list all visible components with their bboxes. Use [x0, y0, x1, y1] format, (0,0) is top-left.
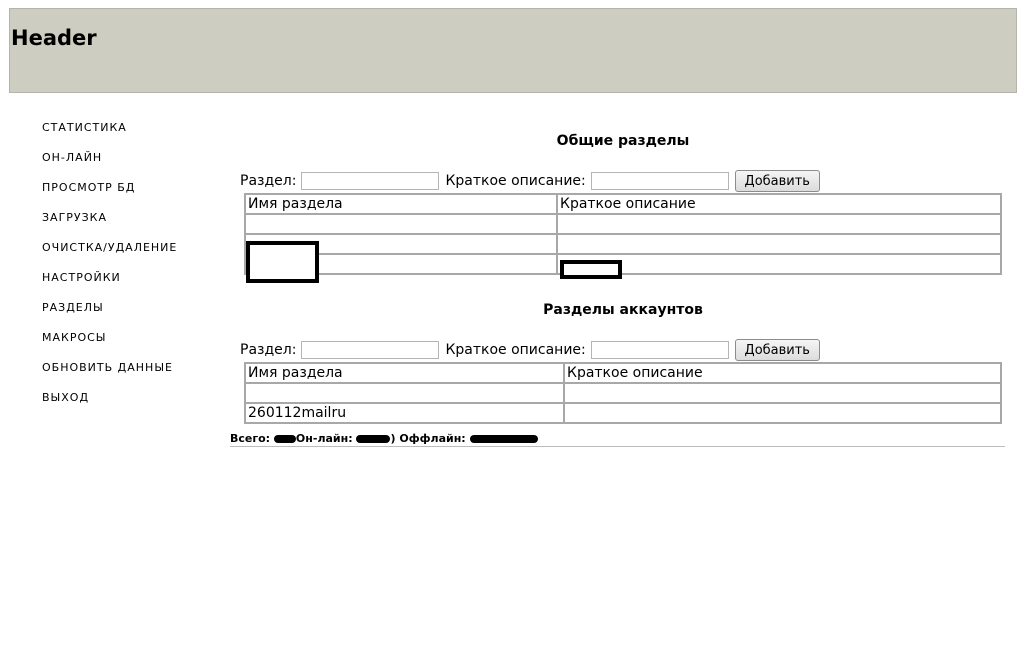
general-description-input[interactable] [591, 172, 729, 190]
nav-item-view-db[interactable]: ПРОСМОТР БД [42, 181, 136, 194]
nav-item-upload[interactable]: ЗАГРУЗКА [42, 211, 108, 224]
table-cell [245, 214, 557, 234]
table-cell [557, 214, 1001, 234]
column-header-name: Имя раздела [245, 363, 564, 383]
online-label: Он-лайн: [295, 432, 353, 445]
general-section-input[interactable] [301, 172, 439, 190]
nav-item-statistics[interactable]: СТАТИСТИКА [42, 121, 127, 134]
nav-item-settings[interactable]: НАСТРОЙКИ [42, 271, 121, 284]
column-header-name: Имя раздела [245, 194, 557, 214]
status-footer: Всего: Он-лайн: ) Оффлайн: [230, 432, 1005, 447]
total-label: Всего: [230, 432, 271, 445]
account-sections-title: Разделы аккаунтов [543, 302, 703, 318]
section-label: Раздел: [240, 342, 297, 358]
account-sections-table [244, 362, 1002, 424]
nav-item-logout[interactable]: ВЫХОД [42, 391, 90, 404]
offline-label: Оффлайн: [399, 432, 466, 445]
redaction-mark [470, 435, 538, 443]
table-row[interactable] [245, 383, 1001, 403]
general-sections-title: Общие разделы [556, 133, 690, 149]
table-cell [245, 383, 564, 403]
section-label: Раздел: [240, 173, 297, 189]
table-cell [564, 383, 1001, 403]
nav-item-cleanup[interactable]: ОЧИСТКА/УДАЛЕНИЕ [42, 241, 178, 254]
column-header-description: Краткое описание [557, 194, 1001, 214]
general-sections-table [244, 193, 1002, 275]
redaction-mark [356, 435, 390, 443]
redaction-mark [274, 435, 296, 443]
column-header-description: Краткое описание [564, 363, 1001, 383]
table-header-row [245, 363, 1001, 383]
account-sections-form [240, 339, 820, 361]
nav-item-macros[interactable]: МАКРОСЫ [42, 331, 107, 344]
table-cell [557, 254, 1001, 274]
page-header [9, 8, 1017, 93]
nav-item-online[interactable]: ОН-ЛАЙН [42, 151, 103, 164]
redaction-box [560, 260, 622, 279]
table-row[interactable] [245, 234, 1001, 254]
description-label: Краткое описание: [445, 342, 586, 358]
header-title: Header [11, 26, 97, 50]
account-section-input[interactable] [301, 341, 439, 359]
table-cell [557, 234, 1001, 254]
redaction-box [246, 241, 319, 283]
table-cell [564, 403, 1001, 423]
general-sections-form [240, 170, 820, 192]
account-description-input[interactable] [591, 341, 729, 359]
table-row[interactable] [245, 254, 1001, 274]
table-cell: 260112mailru [245, 403, 564, 423]
general-add-button[interactable]: Добавить [735, 170, 820, 192]
nav-item-refresh-data[interactable]: ОБНОВИТЬ ДАННЫЕ [42, 361, 173, 374]
description-label: Краткое описание: [445, 173, 586, 189]
nav-item-sections[interactable]: РАЗДЕЛЫ [42, 301, 104, 314]
sidebar-nav [42, 120, 177, 420]
account-add-button[interactable]: Добавить [735, 339, 820, 361]
table-row[interactable] [245, 403, 1001, 423]
table-header-row [245, 194, 1001, 214]
table-row[interactable] [245, 214, 1001, 234]
